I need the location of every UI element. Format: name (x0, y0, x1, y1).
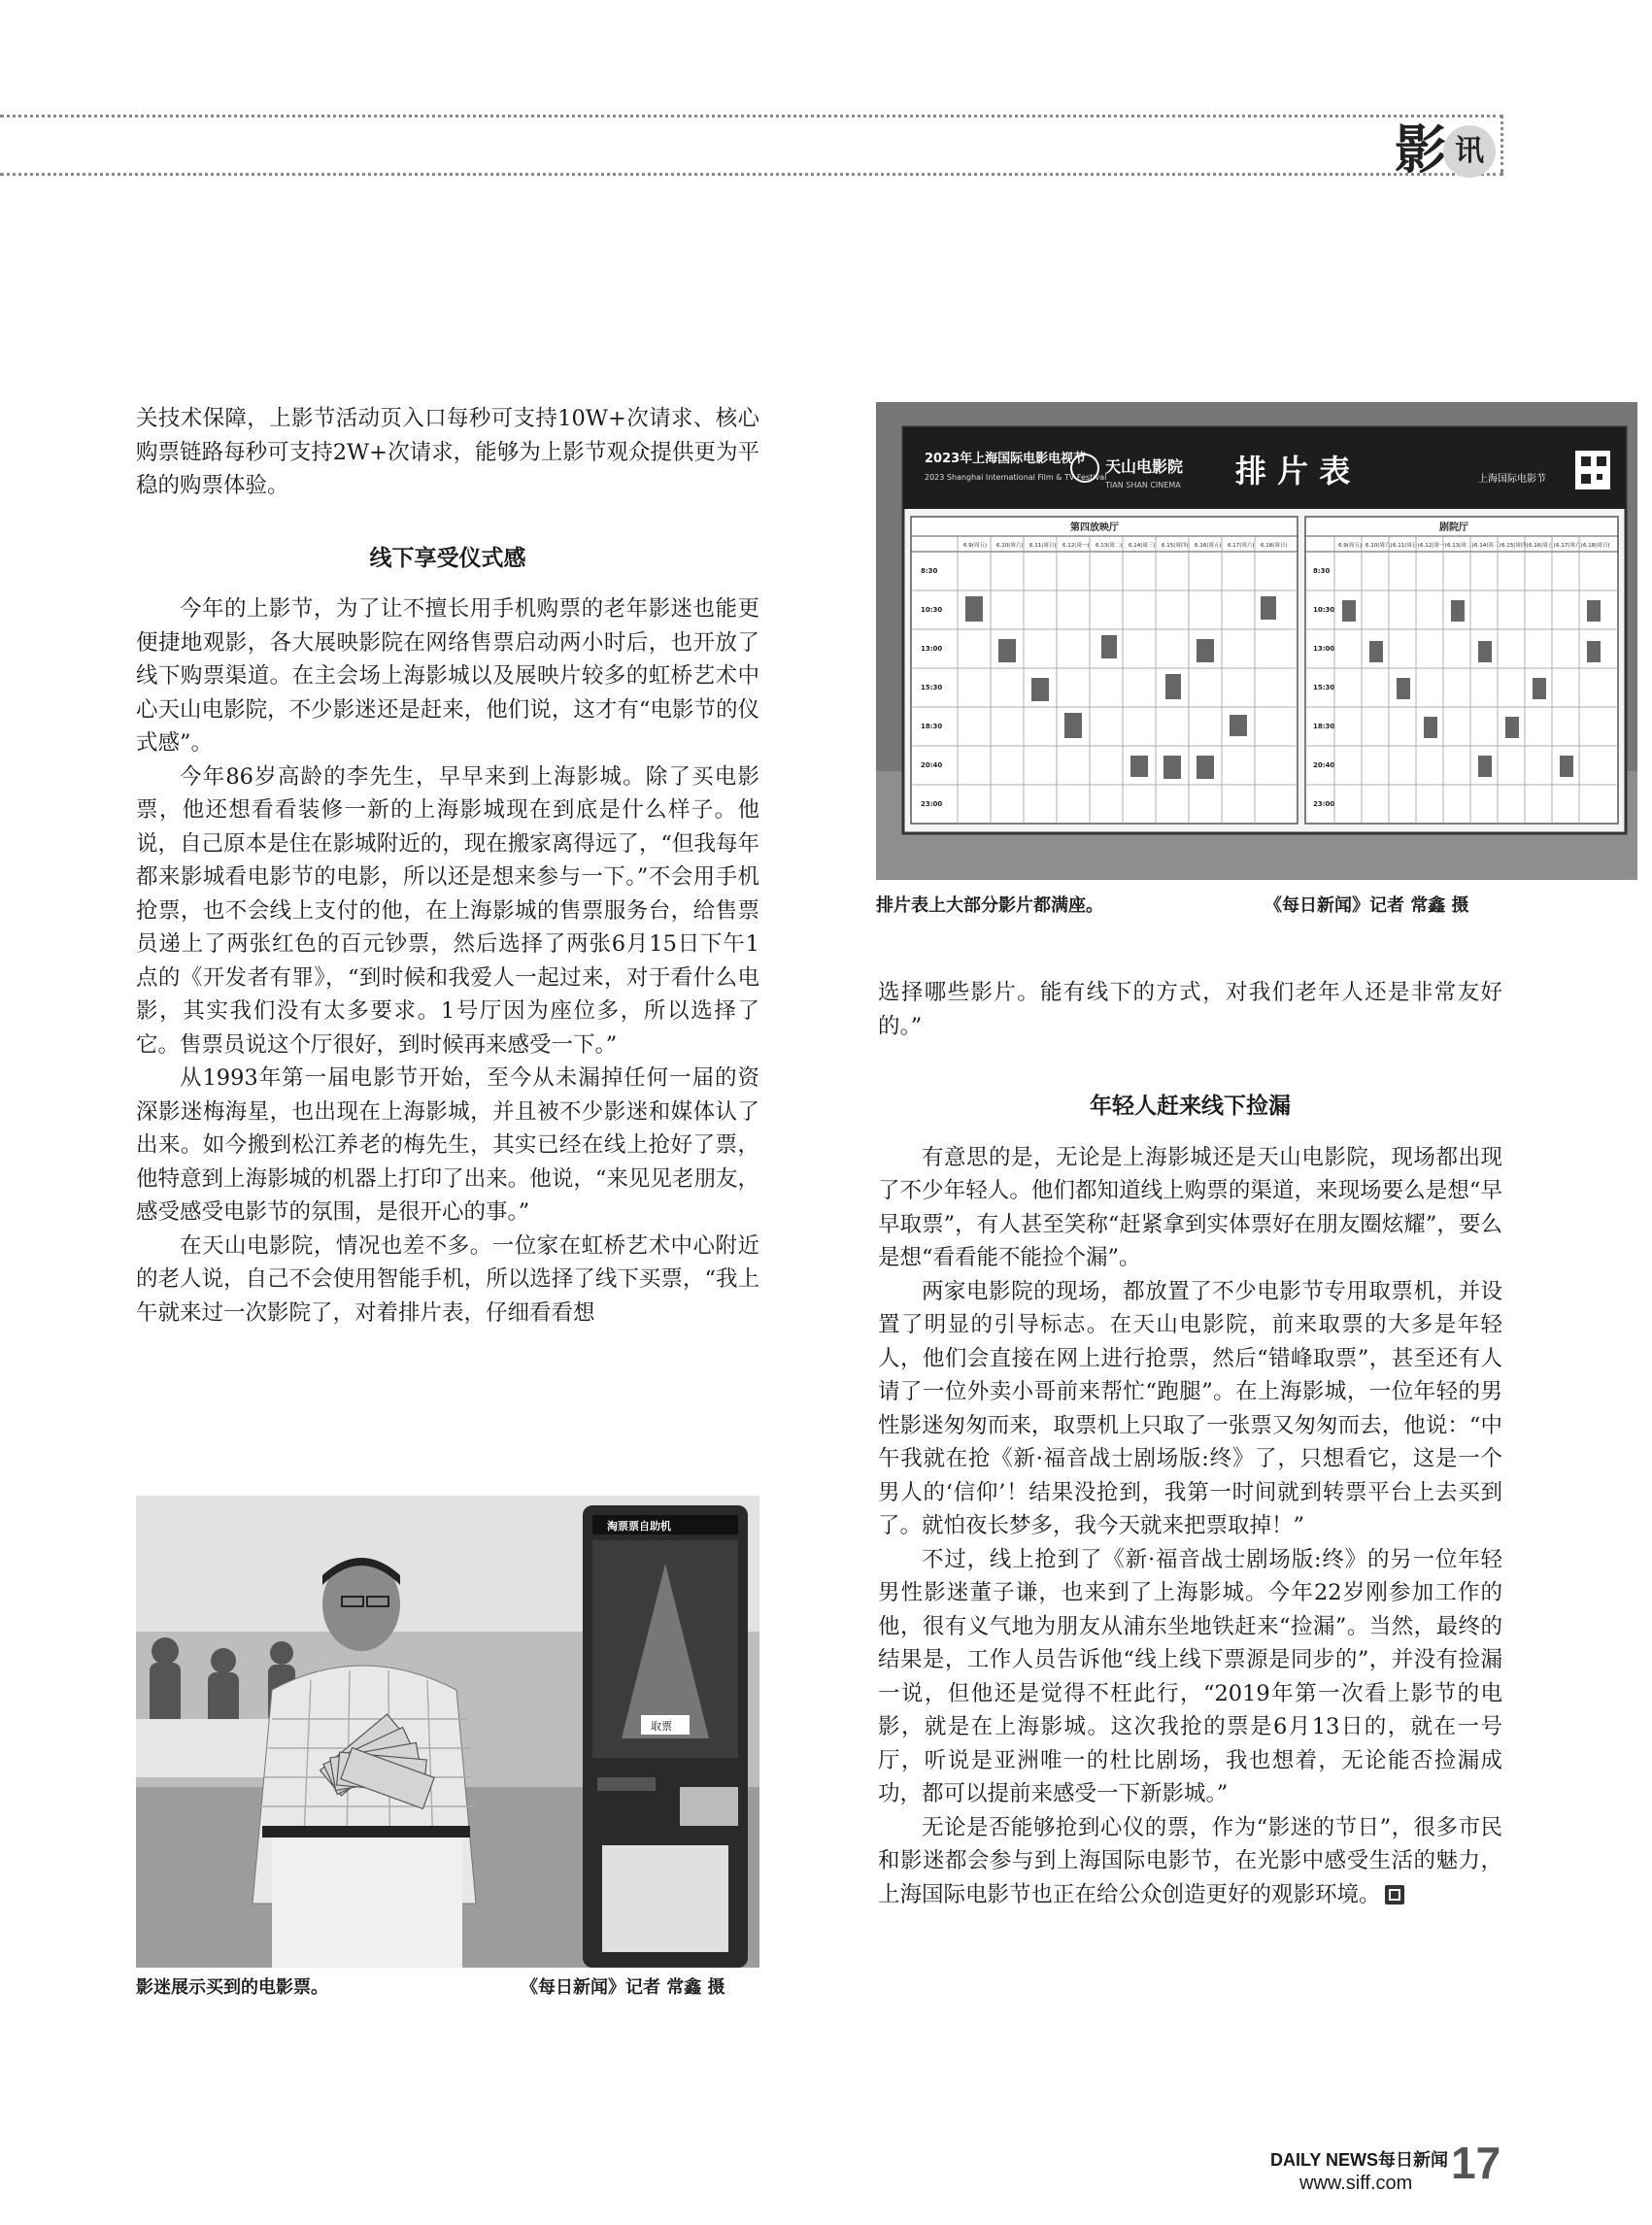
footer-url[interactable]: www.siff.com (1299, 2173, 1413, 2194)
photo-caption: 排片表上大部分影片都满座。 (876, 895, 1103, 916)
time-label: 18:30 (1313, 723, 1335, 730)
date-label: 6.15(周四) (1162, 543, 1189, 549)
sponsor-name: 上海国际电影节 (1478, 474, 1546, 485)
time-label: 15:30 (1313, 684, 1335, 691)
date-label: 6.9(周五) (963, 543, 988, 549)
paragraph: 今年的上影节，为了让不擅长用手机购票的老年影迷也能更便捷地观影，各大展映影院在网络售票启动两小时后，也开放了线下购票渠道。在主会场上海影城以及展映片较多的虹桥艺术中心天山电影院，不少影迷还是赶来，他们说，这才有“电影节的仪式感”。 (136, 596, 759, 756)
date-label: 6.12(周一) (1420, 543, 1447, 549)
time-label: 20:40 (921, 761, 943, 769)
festival-name-en: 2023 Shanghai International Film & TV Festival (925, 473, 1107, 482)
time-label: 8:30 (1313, 567, 1331, 575)
photo-credit: 《每日新闻》记者 常鑫 摄 (521, 1977, 725, 1998)
schedule-board-photo (876, 402, 1637, 880)
board-title: 排 片 表 (1235, 453, 1351, 489)
date-label: 6.16(周五) (1195, 543, 1222, 549)
time-label: 10:30 (921, 606, 943, 614)
hall-left: 第四放映厅 (1070, 523, 1119, 533)
time-label: 23:00 (921, 800, 943, 808)
photo-caption: 影迷展示买到的电影票。 (136, 1977, 328, 1998)
date-label: 6.9(周五) (1338, 543, 1363, 549)
time-label: 15:30 (921, 684, 943, 691)
time-label: 10:30 (1313, 606, 1335, 614)
header-rule-bottom (0, 173, 1503, 176)
date-label: 6.10(周六) (996, 543, 1024, 549)
left-column (136, 402, 759, 1330)
section-heading: 线下享受仪式感 (369, 545, 526, 571)
date-label: 6.18(周日) (1583, 543, 1610, 549)
date-label: 6.17(周六) (1556, 543, 1583, 549)
date-label: 6.11(周日) (1029, 543, 1057, 549)
date-label: 6.15(周四) (1501, 543, 1529, 549)
kiosk-button: 取票 (651, 1720, 672, 1733)
schedule-board-illustration (876, 402, 1637, 880)
paragraph: 不过，线上抢到了《新·福音战士剧场版:终》的另一位年轻男性影迷董子谦，也来到了上海影城。今年22岁刚参加工作的他，很有义气地为朋友从浦东坐地铁赶来“捡漏”。当然，最终的结果是，工作人员告诉他“线上线下票源是同步的”，并没有捡漏一说，但他还是觉得不枉此行，“2019年第一次看上影节的电影，就是在上海影城。这次我抢的票是6月13日的，就在一号厅，听说是亚洲唯一的杜比剧场，我也想着，无论能否捡漏成功，都可以提前来感受一下新影城。” (878, 1546, 1502, 1806)
date-label: 6.14(周三) (1129, 543, 1156, 549)
end-of-article-icon (1385, 1885, 1404, 1905)
time-label: 13:00 (921, 645, 943, 653)
paragraph: 选择哪些影片。能有线下的方式，对我们老年人还是非常友好的。” (878, 980, 1502, 1039)
paragraph: 两家电影院的现场，都放置了不少电影节专用取票机，并设置了明显的引导标志。在天山电影院，前来取票的大多是年轻人，他们会直接在网上进行抢票，然后“错峰取票”，甚至还有人请了一位外卖小哥前来帮忙“跑腿”。在上海影城，一位年轻的男性影迷匆匆而来，取票机上只取了一张票又匆匆而去，他说：“中午我就在抢《新·福音战士剧场版:终》了，只想看它，这是一个男人的‘信仰’！结果没抢到，我第一时间就到转票平台上去买到了。就怕夜长梦多，我今天就来把票取掉！” (878, 1278, 1502, 1538)
footer-brand: DAILY NEWS每日新闻 (1270, 2150, 1449, 2170)
cinema-name-en: TIAN SHAN CINEMA (1105, 481, 1181, 489)
right-column (878, 976, 1502, 1911)
photo-credit: 《每日新闻》记者 常鑫 摄 (1264, 895, 1469, 916)
paragraph: 今年86岁高龄的李先生，早早来到上海影城。除了买电影票，他还想看看装修一新的上海影城现在到底是什么样子。他说，自己原本是住在影城附近的，现在搬家离得远了，“但我每年都来影城看电影节的电影，所以还是想来参与一下。”不会用手机抢票，也不会线上支付的他，在上海影城的售票服务台，给售票员递上了两张红色的百元钞票，然后选择了两张6月15日下午1点的《开发者有罪》，“到时候和我爱人一起过来，对于看什么电影，其实我们没有太多要求。1号厅因为座位多，所以选择了它。售票员说这个厅很好，到时候再来感受一下。” (136, 763, 759, 1058)
paragraph: 有意思的是，无论是上海影城还是天山电影院，现场都出现了不少年轻人。他们都知道线上购票的渠道，来现场要么是想“早早取票”，有人甚至笑称“赶紧拿到实体票好在朋友圈炫耀”，要么是想“看看能不能捡个漏”。 (878, 1144, 1502, 1270)
header-rule-top (0, 115, 1503, 118)
time-label: 13:00 (1313, 645, 1335, 653)
date-label: 6.10(周六) (1365, 543, 1393, 549)
paragraph: 关技术保障，上影节活动页入口每秒可支持10W+次请求、核心购票链路每秒可支持2W+次请求，能够为上影节观众提供更为平稳的购票体验。 (136, 406, 759, 498)
date-label: 6.18(周日) (1261, 543, 1288, 549)
header-rule-end (1500, 115, 1503, 173)
date-label: 6.13(周二) (1096, 543, 1123, 549)
portrait-illustration (136, 1496, 759, 1968)
time-label: 20:40 (1313, 761, 1335, 769)
paragraph: 从1993年第一届电影节开始，至今从未漏掉任何一届的资深影迷梅海星，也出现在上海影城，并且被不少影迷和媒体认了出来。如今搬到松江养老的梅先生，其实已经在线上抢好了票，他特意到上海影城的机器上打印了出来。他说，“来见见老朋友，感受感受电影节的氛围，是很开心的事。” (136, 1065, 759, 1225)
page-number: 17 (1451, 2138, 1501, 2188)
date-label: 6.12(周一) (1062, 543, 1090, 549)
festival-name: 2023年上海国际电影电视节 (925, 452, 1087, 466)
section-label: 影 讯 (1395, 109, 1496, 184)
date-label: 6.17(周六) (1228, 543, 1255, 549)
cinema-name: 天山电影院 (1105, 457, 1184, 476)
hall-right: 剧院厅 (1439, 523, 1468, 533)
time-label: 8:30 (921, 567, 938, 575)
date-label: 6.16(周五) (1529, 543, 1556, 549)
section-heading: 年轻人赶来线下捡漏 (1090, 1094, 1291, 1119)
time-label: 23:00 (1313, 800, 1335, 808)
paragraph-text: 无论是否能够抢到心仪的票，作为“影迷的节日”，很多市民和影迷都会参与到上海国际电影节，在光影中感受生活的魅力，上海国际电影节也正在给公众创造更好的观影环境。 (878, 1814, 1502, 1907)
portrait-photo (136, 1496, 759, 1968)
kiosk-title: 淘票票自助机 (607, 1520, 671, 1533)
time-label: 18:30 (921, 723, 943, 730)
date-label: 6.13(周二) (1447, 543, 1474, 549)
paragraph (878, 1811, 1502, 1912)
date-label: 6.11(周日) (1393, 543, 1420, 549)
paragraph: 在天山电影院，情况也差不多。一位家在虹桥艺术中心附近的老人说，自己不会使用智能手机，所以选择了线下买票，“我上午就来过一次影院了，对着排片表，仔细看看想 (136, 1232, 759, 1326)
date-label: 6.14(周三) (1474, 543, 1501, 549)
